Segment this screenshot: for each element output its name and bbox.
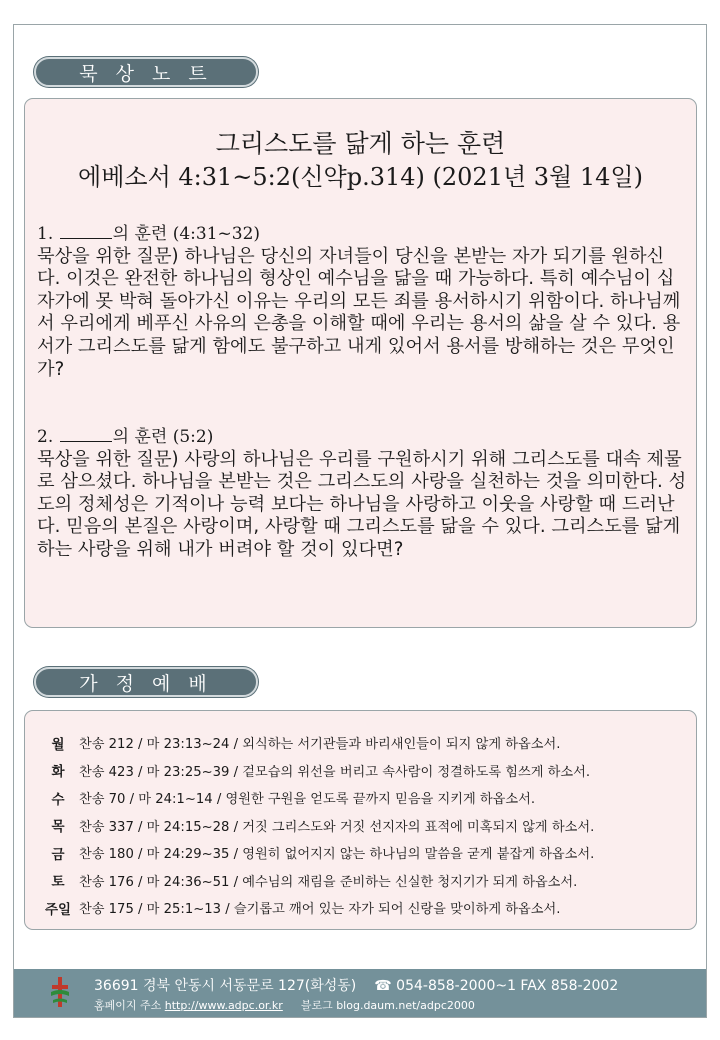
- meditation-section-label-text: 묵 상 노 트: [79, 62, 213, 85]
- church-footer: [14, 969, 706, 1017]
- worship-day: 목: [51, 819, 65, 836]
- meditation-section-label: [34, 57, 258, 87]
- homepage-label: 홈페이지 주소: [94, 999, 162, 1012]
- church-cross-logo-icon: [50, 976, 70, 1010]
- worship-row-mon: [37, 729, 687, 757]
- homepage-link[interactable]: http://www.adpc.or.kr: [164, 999, 283, 1012]
- worship-day: 금: [51, 846, 65, 863]
- worship-day: 월: [51, 736, 65, 753]
- meditation-point-1: [37, 223, 687, 381]
- worship-day: 수: [51, 791, 65, 808]
- worship-row-fri: [37, 839, 687, 867]
- worship-entry: 찬송 176 / 마 24:36~51 / 예수님의 재림을 준비하는 신실한 청지기가 되게 하옵소서.: [79, 874, 578, 890]
- worship-row-tue: [37, 757, 687, 785]
- worship-entry: 찬송 212 / 마 23:13~24 / 외식하는 서기관들과 바리새인들이 되지 않게 하옵소서.: [79, 737, 561, 753]
- point-2-blank: [60, 426, 112, 442]
- point-2-body: 묵상을 위한 질문) 사랑의 하나님은 우리를 구원하시기 위해 그리스도를 대속 제물로 삼으셨다. 하나님을 본받는 것은 그리스도의 사랑을 실천하는 것을 의미한다. 성도의 정체성은 기적이나 능력 보다는 하나님을 사랑하고 이웃을 사랑할 때 드러난다. 믿음의 본질은 사랑이며, 사랑할 때 그리스도를 닮을 수 있다. 그리스도를 닮게 하는 사랑을 위해 내가 버려야 할 것이 있다면?: [37, 448, 687, 560]
- family-worship-box: [24, 710, 697, 930]
- worship-day: 주일: [44, 901, 72, 918]
- sermon-scripture: 에베소서 4:31~5:2(신약p.314) (2021년 3월 14일): [78, 163, 643, 191]
- blog-address: 블로그 blog.daum.net/adpc2000: [300, 999, 475, 1012]
- worship-row-wed: [37, 784, 687, 812]
- point-1-blank: [60, 223, 112, 239]
- family-worship-section-label: [34, 667, 258, 697]
- meditation-point-2: [37, 426, 687, 562]
- point-2-heading: [37, 426, 687, 449]
- point-1-heading: [37, 223, 687, 246]
- worship-row-sat: [37, 867, 687, 895]
- worship-entry: 찬송 337 / 마 24:15~28 / 거짓 그리스도와 거짓 선지자의 표적에 미혹되지 않게 하소서.: [79, 819, 595, 835]
- worship-day: 토: [51, 874, 65, 891]
- point-2-number: 2.: [37, 427, 54, 447]
- point-1-body: 묵상을 위한 질문) 하나님은 당신의 자녀들이 당신을 본받는 자가 되기를 원하신다. 이것은 완전한 하나님의 형상인 예수님을 닮을 때 가능하다. 특히 예수님이 십자가에 못 박혀 돌아가신 이유는 우리의 모든 죄를 용서하시기 위함이다. 하나님께서 우리에게 베푸신 사유의 은총을 이해할 때에 우리는 용서의 삶을 살 수 있다. 용서가 그리스도를 닮게 함에도 불구하고 내게 있어서 용서를 방해하는 것은 무엇인가?: [37, 245, 681, 380]
- point-1-heading-text: 의 훈련 (4:31~32): [112, 224, 261, 244]
- worship-row-thu: [37, 812, 687, 840]
- worship-entry: 찬송 70 / 마 24:1~14 / 영원한 구원을 얻도록 끝까지 믿음을 지키게 하옵소서.: [79, 792, 536, 808]
- worship-row-sun: [37, 894, 687, 922]
- church-phone: ☎ 054-858-2000~1 FAX 858-2002: [374, 978, 619, 994]
- worship-entry: 찬송 180 / 마 24:29~35 / 영원히 없어지지 않는 하나님의 말씀을 굳게 붙잡게 하옵소서.: [79, 847, 595, 863]
- sermon-title: 그리스도를 닮게 하는 훈련: [215, 129, 506, 158]
- meditation-box: [24, 98, 697, 628]
- worship-day: 화: [51, 764, 65, 781]
- point-2-heading-text: 의 훈련 (5:2): [112, 427, 214, 447]
- church-address: 36691 경북 안동시 서동문로 127(화성동): [94, 978, 357, 994]
- family-worship-section-label-text: 가 정 예 배: [79, 672, 213, 695]
- worship-schedule-list: [37, 729, 687, 922]
- footer-web-line: [94, 997, 475, 1013]
- worship-entry: 찬송 423 / 마 23:25~39 / 겉모습의 위선을 버리고 속사람이 정결하도록 힘쓰게 하소서.: [79, 764, 591, 780]
- worship-entry: 찬송 175 / 마 25:1~13 / 슬기롭고 깨어 있는 자가 되어 신랑을 맞이하게 하옵소서.: [79, 902, 561, 918]
- point-1-number: 1.: [37, 224, 54, 244]
- footer-contact-line: [94, 975, 618, 995]
